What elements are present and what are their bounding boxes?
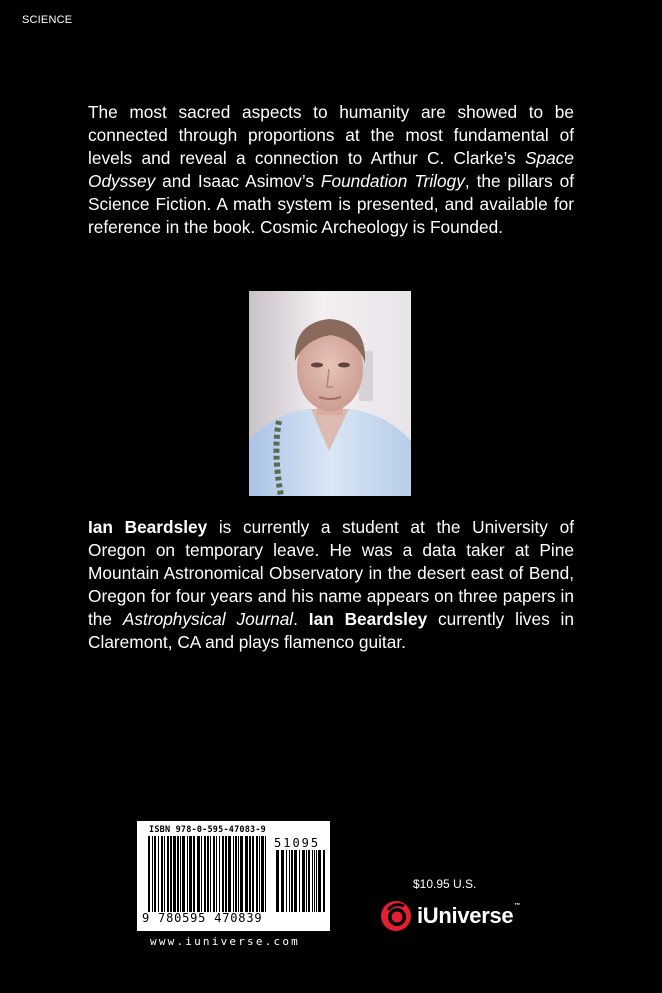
author-photo bbox=[249, 291, 411, 496]
barcode-bar bbox=[197, 836, 200, 912]
barcode-bar bbox=[281, 850, 284, 912]
barcode-bar bbox=[318, 850, 321, 912]
barcode-bar bbox=[314, 850, 315, 912]
barcode-bar bbox=[228, 836, 231, 912]
barcode-bar bbox=[148, 836, 150, 912]
trademark-symbol: ™ bbox=[514, 903, 521, 909]
barcode-bar bbox=[154, 836, 156, 912]
barcode-bar bbox=[170, 836, 172, 912]
barcode-bar bbox=[286, 850, 287, 912]
barcode-bar bbox=[225, 836, 227, 912]
author-bio: Ian Beardsley is currently a student at the University of Oregon on temporary leave. He was a data taker at Pine Mountain Astronomical Observatory in the desert east of Bend, Oregon for four years and his name appears on three papers in the Astrophysical Journal. Ian Beardsley currently lives in Claremont, CA and plays flamenco guitar. bbox=[88, 517, 574, 652]
barcode-bar bbox=[289, 850, 290, 912]
author-portrait-image bbox=[249, 291, 411, 496]
barcode-bar bbox=[152, 836, 153, 912]
addon-barcode-bars bbox=[276, 850, 328, 912]
barcode-bar bbox=[240, 836, 243, 912]
ean-digits: 9 780595 470839 bbox=[142, 911, 263, 925]
barcode-bar bbox=[299, 850, 300, 912]
isbn-number: ISBN 978-0-595-47083-9 bbox=[149, 825, 266, 835]
barcode-bar bbox=[207, 836, 209, 912]
barcode-bar bbox=[213, 836, 215, 912]
publisher-website: www.iuniverse.com bbox=[150, 935, 300, 948]
category-label: SCIENCE bbox=[22, 14, 73, 26]
barcode-bar bbox=[182, 836, 185, 912]
barcode-bar bbox=[204, 836, 206, 912]
publisher-name: iUniverse™ bbox=[417, 903, 521, 928]
barcode-bar bbox=[177, 836, 179, 912]
barcode-bar bbox=[238, 836, 239, 912]
title-foundation-trilogy: Foundation Trilogy bbox=[320, 171, 465, 191]
barcode-bar bbox=[193, 836, 195, 912]
title-space-odyssey: Space Odyssey bbox=[88, 148, 574, 191]
barcode-bar bbox=[189, 836, 192, 912]
barcode-bar bbox=[219, 836, 220, 912]
barcode-bar bbox=[245, 836, 248, 912]
author-name: Ian Beardsley bbox=[88, 517, 208, 537]
barcode-bar bbox=[167, 836, 169, 912]
barcode-bar bbox=[252, 836, 254, 912]
price-addon-digits: 51095 bbox=[274, 836, 321, 850]
barcode-bar bbox=[294, 850, 297, 912]
iuniverse-swirl-icon bbox=[380, 900, 412, 932]
barcode-bar bbox=[256, 836, 258, 912]
barcode-bar bbox=[323, 850, 325, 912]
barcode-bar bbox=[306, 850, 307, 912]
barcode-bar bbox=[276, 850, 279, 912]
barcode-bar bbox=[259, 836, 260, 912]
barcode-bar bbox=[210, 836, 211, 912]
price-label: $10.95 U.S. bbox=[413, 877, 477, 891]
barcode-bar bbox=[316, 850, 317, 912]
journal-title: Astrophysical Journal bbox=[122, 609, 294, 629]
barcode-bar bbox=[180, 836, 181, 912]
barcode-bar bbox=[158, 836, 159, 912]
author-name-repeat: Ian Beardsley bbox=[308, 609, 428, 629]
barcode-bar bbox=[302, 850, 305, 912]
barcode-bar bbox=[187, 836, 188, 912]
barcode-bar bbox=[164, 836, 165, 912]
barcode-bar bbox=[235, 836, 237, 912]
barcode-bar bbox=[312, 850, 313, 912]
barcode-bar bbox=[265, 836, 266, 912]
barcode-bar bbox=[216, 836, 217, 912]
book-description: The most sacred aspects to humanity are showed to be connected through proportions at the most fundamental of levels and reveal a connection to Arthur C. Clarke’s Space Odyssey and Isaac Asimov’s Foundation Trilogy, the pillars of Science Fiction. A math system is presented, and available for reference in the book. Cosmic Archeology is Founded. bbox=[88, 102, 574, 237]
barcode-bar bbox=[291, 850, 293, 912]
barcode-bar bbox=[308, 850, 310, 912]
barcode-bar bbox=[161, 836, 163, 912]
publisher-logo bbox=[380, 898, 520, 934]
ean-barcode-bars bbox=[148, 836, 268, 912]
barcode-bar bbox=[233, 836, 234, 912]
barcode-bar bbox=[261, 836, 264, 912]
barcode-bar bbox=[173, 836, 176, 912]
barcode-bar bbox=[222, 836, 224, 912]
barcode-bar bbox=[249, 836, 251, 912]
barcode-bar bbox=[201, 836, 202, 912]
